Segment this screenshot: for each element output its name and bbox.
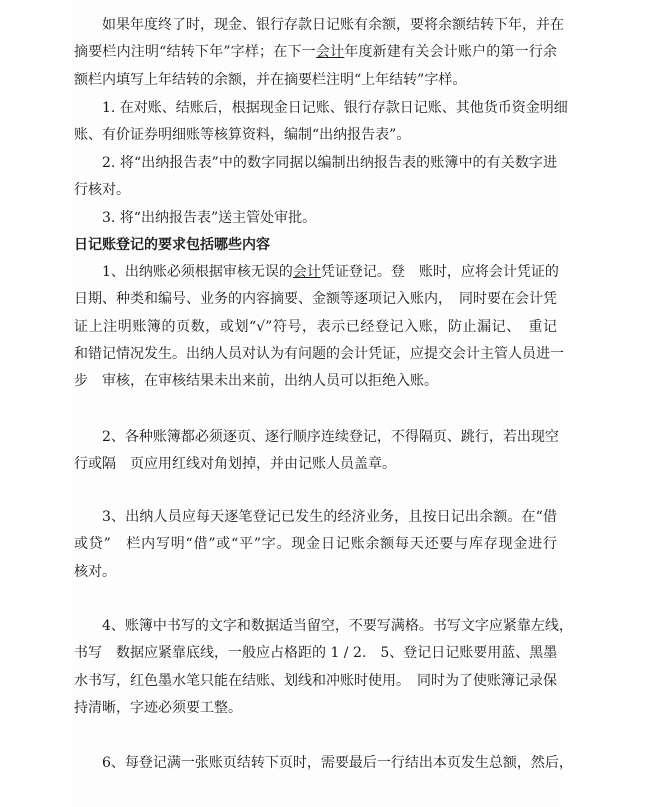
rule-line: 核对。: [74, 564, 116, 580]
step-line: 3. 将“出纳报告表”送主管处审批。: [102, 210, 317, 226]
paragraph-line: [74, 43, 557, 61]
rule-line: 和错记情况发生。出纳人员对认为有问题的会计凭证，应提交会计主管人员进一: [74, 346, 564, 362]
paragraph-line: 额栏内填写上年结转的余额，并在摘要栏注明“上年结转”字样。: [74, 72, 467, 88]
rule-line: 3、出纳人员应每天逐笔登记已发生的经济业务，且按日记出余额。在“借: [102, 509, 557, 525]
rule-line: [102, 263, 557, 281]
section-heading: 日记账登记的要求包括哪些内容: [74, 237, 270, 253]
step-line: 行核对。: [74, 182, 130, 198]
rule-line: 行或隔 页应用红线对角划掉，并由记账人员盖章。: [74, 456, 396, 472]
underlined-term: 会计: [292, 264, 321, 280]
rule-line: 4、账簿中书写的文字和数据适当留空，不要写满格。书写文字应紧靠左线，: [102, 618, 573, 634]
rule-line: 2、各种账簿都必须逐页、逐行顺序连续登记，不得隔页、跳行，若出现空: [102, 429, 559, 445]
rule-line: 书写 数据应紧靠底线，一般应占格距的 1 / 2. 5、登记日记账要用蓝、黑墨: [74, 645, 558, 661]
rule-line: 日期、种类和编号、业务的内容摘要、金额等逐项记入账内， 同时要在会计凭: [74, 291, 557, 307]
text: 摘要栏内注明“结转下年”字样；在下一: [74, 44, 316, 60]
text: 凭证登记。登 账时，应将会计凭证的: [320, 264, 559, 280]
rule-line: 步 审核，在审核结果未出来前，出纳人员可以拒绝入账。: [74, 373, 438, 389]
text: 1、出纳账必须根据审核无误的: [102, 264, 293, 280]
underlined-term: 会计: [315, 44, 345, 60]
step-line: 2. 将“出纳报告表”中的数字同据以编制出纳报告表的账簿中的有关数字进: [102, 155, 557, 171]
rule-line: 水书写，红色墨水笔只能在结账、划线和冲账时使用。 同时为了使账簿记录保: [74, 673, 557, 689]
paragraph-line: 如果年度终了时，现金、银行存款日记账有余额，要将余额结转下年，并在: [102, 17, 564, 33]
rule-line: 或贷” 栏内写明“借”或“平”字。现金日记账余额每天还要与库存现金进行: [74, 536, 557, 552]
step-line: 账、有价证券明细账等核算资料，编制“出纳报告表”。: [74, 127, 411, 143]
text: 年度新建有关会计账户的第一行余: [344, 44, 558, 60]
rule-line: 证上注明账簿的页数，或划“√”符号，表示已经登记入账，防止漏记、 重记: [74, 319, 557, 335]
rule-line: 6、每登记满一张账页结转下页时，需要最后一行结出本页发生总额，然后，: [102, 755, 573, 771]
step-line: 1. 在对账、结账后，根据现金日记账、银行存款日记账、其他货币资金明细: [102, 100, 568, 116]
rule-line: 持清晰，字迹必须要工整。: [74, 700, 242, 716]
